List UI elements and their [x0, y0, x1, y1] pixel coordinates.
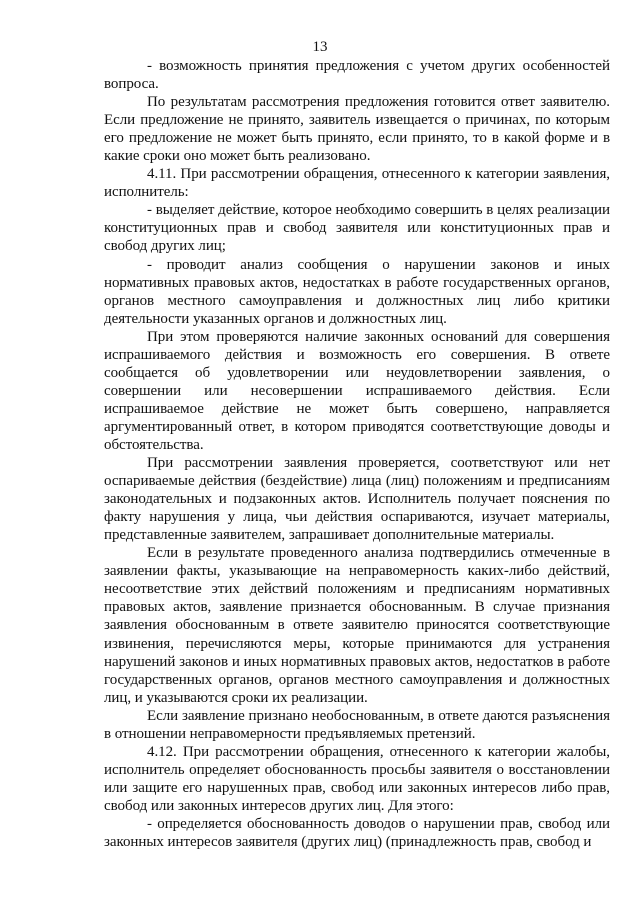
paragraph: При этом проверяются наличие законных оснований для совершения испрашиваемого действия и возможность его совершения. В ответе сообщается об удовлетворении или неудовлетворении заявления, о совершении или несовершении испрашиваемого действия. Если испрашиваемое действие не может быть совершено, направляется аргументированный ответ, в котором приводятся соответствующие доводы и обстоятельства. — [104, 328, 610, 453]
paragraph: По результатам рассмотрения предложения готовится ответ заявителю. Если предложение не принято, заявитель извещается о причинах, по которым его предложение не может быть принято, если принято, то в какой форме и в какие сроки оно может быть реализовано. — [104, 94, 610, 165]
page-number: 13 — [312, 39, 328, 55]
page-body — [104, 57, 610, 851]
paragraph: Если заявление признано необоснованным, в ответе даются разъяснения в отношении неправомерности предъявляемых претензий. — [104, 707, 610, 742]
paragraph: Если в результате проведенного анализа подтвердились отмеченные в заявлении факты, указывающие на неправомерность каких-либо действий, несоответствие этих действий положениям и предписаниям нормативных правовых актов, заявление признается обоснованным. В случае признания заявления обоснованным в ответе заявителю приносятся соответствующие извинения, перечисляются меры, которые принимаются для устранения нарушений законов и иных нормативных правовых актов, недостатков в работе государственных органов, органов местного самоуправления и должностных лиц, и указываются сроки их реализации. — [104, 545, 610, 706]
paragraph: - проводит анализ сообщения о нарушении законов и иных нормативных правовых актов, недостатках в работе государственных органов, органов местного самоуправления и должностных лиц либо критики деятельности указанных органов и должностных лиц. — [104, 256, 610, 327]
paragraph: 4.12. При рассмотрении обращения, отнесенного к категории жалобы, исполнитель определяет обоснованность просьбы заявителя о восстановлении или защите его нарушенных прав, свобод или законных интересов либо прав, свобод или законных интересов других лиц. Для этого: — [104, 743, 610, 814]
paragraph: - возможность принятия предложения с учетом других особенностей вопроса. — [104, 58, 610, 93]
paragraph: - определяется обоснованность доводов о нарушении прав, свобод или законных интересов заявителя (других лиц) (принадлежность прав, свобод и — [104, 815, 610, 851]
paragraph: 4.11. При рассмотрении обращения, отнесенного к категории заявления, исполнитель: — [104, 166, 610, 201]
paragraph: - выделяет действие, которое необходимо совершить в целях реализации конституционных прав и свобод заявителя или конституционных прав и свобод других лиц; — [104, 202, 610, 255]
paragraph: При рассмотрении заявления проверяется, соответствуют или нет оспариваемые действия (бездействие) лица (лиц) положениям и предписаниям законодательных и подзаконных актов. Исполнитель получает пояснения по факту нарушения у лица, чьи действия оспариваются, изучает материалы, представленные заявителем, запрашивает дополнительные материалы. — [104, 455, 610, 544]
